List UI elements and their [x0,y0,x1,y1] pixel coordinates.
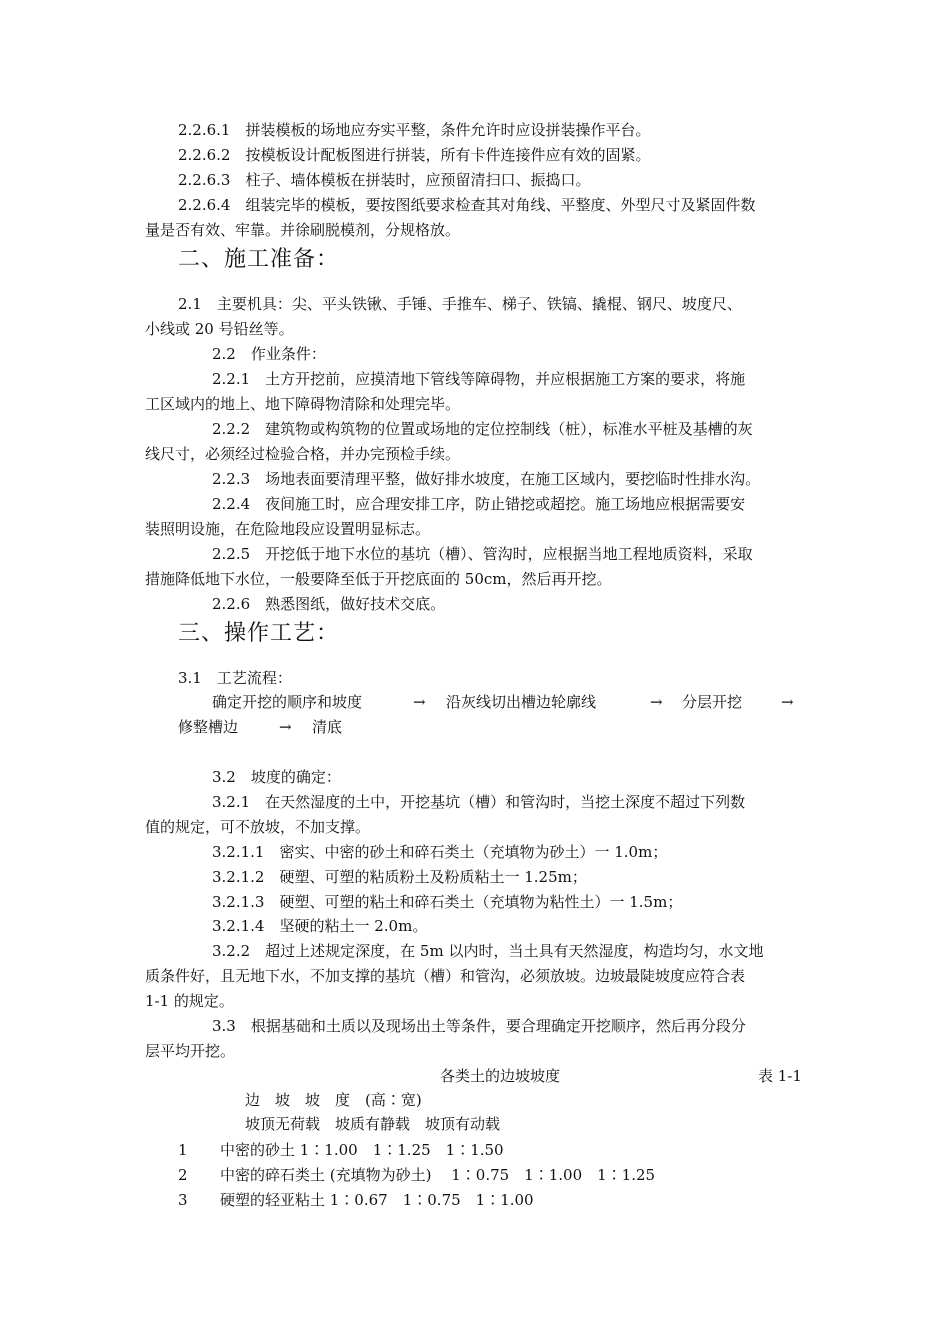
arrow-icon: → [650,693,663,711]
section-heading: 二、施工准备： [178,247,340,272]
flow-step: 修整槽边 [178,718,239,736]
flow-title: 3.1 工艺流程： [178,669,292,687]
table-row-number: 1 [178,1141,188,1159]
arrow-icon: → [413,693,426,711]
paragraph-line: 2.2 作业条件： [212,345,326,363]
table-header: 边 坡 坡 度 (高∶宽) [245,1091,422,1109]
table-title: 各类土的边坡坡度 [440,1067,561,1085]
flow-step: 沿灰线切出槽边轮廓线 [446,693,597,711]
paragraph-line: 2.2.6.4 组装完毕的模板，要按图纸要求检查其对角线、平整度、外型尺寸及紧固件数 [178,196,756,214]
table-row: 中密的碎石类土 (充填物为砂土) 1∶0.75 1∶1.00 1∶1.25 [220,1166,656,1184]
paragraph-line: 3.2.2 超过上述规定深度，在 5m 以内时，当土具有天然湿度，构造均匀，水文地 [212,942,764,960]
paragraph-line: 工区域内的地上、地下障碍物清除和处理完毕。 [145,395,461,413]
table-row: 中密的砂土 1∶1.00 1∶1.25 1∶1.50 [220,1141,504,1159]
paragraph-line: 1-1 的规定。 [145,992,234,1010]
paragraph-line: 量是否有效、牢靠。并徐刷脱模剂，分规格放。 [145,221,461,239]
paragraph-line: 小线或 20 号铅丝等。 [145,320,294,338]
table-subheader: 坡顶无荷载 坡质有静载 坡顶有动载 [245,1115,501,1133]
paragraph-line: 2.2.6.2 按模板设计配板图进行拼装，所有卡件连接件应有效的固紧。 [178,146,651,164]
paragraph-line: 值的规定，可不放坡，不加支撑。 [145,818,371,836]
flow-step: 分层开挖 [682,693,743,711]
paragraph-line: 2.2.3 场地表面要清理平整，做好排水坡度，在施工区域内，要挖临时性排水沟。 [212,470,761,488]
paragraph-line: 2.2.2 建筑物或构筑物的位置或场地的定位控制线（桩），标准水平桩及基槽的灰 [212,420,753,438]
paragraph-line: 3.2.1.3 硬塑、可塑的粘土和碎石类土（充填物为粘性土）一 1.5m； [212,893,683,911]
paragraph-line: 2.2.6.3 柱子、墙体模板在拼装时，应预留清扫口、振捣口。 [178,171,591,189]
arrow-icon: → [781,693,794,711]
flow-step: 清底 [312,718,343,736]
paragraph-line: 3.2.1.2 硬塑、可塑的粘质粉土及粉质粘土一 1.25m； [212,868,587,886]
paragraph-line: 2.2.5 开挖低于地下水位的基坑（槽）、管沟时，应根据当地工程地质资料，采取 [212,545,753,563]
table-label: 表 1-1 [758,1067,802,1085]
section-heading: 三、操作工艺： [178,621,340,646]
paragraph-line: 3.2.1.4 坚硬的粘土一 2.0m。 [212,917,428,935]
paragraph-line: 2.1 主要机具：尖、平头铁锹、手锤、手推车、梯子、铁镐、撬棍、钢尺、坡度尺、 [178,295,742,313]
flow-step: 确定开挖的顺序和坡度 [212,693,363,711]
paragraph-line: 线尺寸，必须经过检验合格，并办完预检手续。 [145,445,461,463]
paragraph-line: 2.2.6.1 拼装模板的场地应夯实平整，条件允许时应设拼装操作平台。 [178,121,651,139]
arrow-icon: → [279,718,292,736]
table-row-number: 2 [178,1166,188,1184]
paragraph-line: 2.2.1 土方开挖前，应摸清地下管线等障碍物，并应根据施工方案的要求，将施 [212,370,746,388]
paragraph-line: 3.2.1 在天然湿度的土中，开挖基坑（槽）和管沟时，当挖土深度不超过下列数 [212,793,746,811]
paragraph-line: 质条件好，且无地下水，不加支撑的基坑（槽）和管沟，必须放坡。边坡最陡坡度应符合表 [145,967,746,985]
paragraph-line: 3.3 根据基础和土质以及现场出土等条件，要合理确定开挖顺序，然后再分段分 [212,1017,746,1035]
table-row-number: 3 [178,1191,188,1209]
paragraph-line: 3.2 坡度的确定： [212,768,341,786]
paragraph-line: 2.2.6 熟悉图纸，做好技术交底。 [212,595,446,613]
paragraph-line: 措施降低地下水位，一般要降至低于开挖底面的 50cm，然后再开挖。 [145,570,612,588]
paragraph-line: 3.2.1.1 密实、中密的砂土和碎石类土（充填物为砂土）一 1.0m； [212,843,668,861]
paragraph-line: 层平均开挖。 [145,1042,236,1060]
table-row: 硬塑的轻亚粘土 1∶0.67 1∶0.75 1∶1.00 [220,1191,534,1209]
paragraph-line: 装照明设施，在危险地段应设置明显标志。 [145,520,431,538]
paragraph-line: 2.2.4 夜间施工时，应合理安排工序，防止错挖或超挖。施工场地应根据需要安 [212,495,746,513]
